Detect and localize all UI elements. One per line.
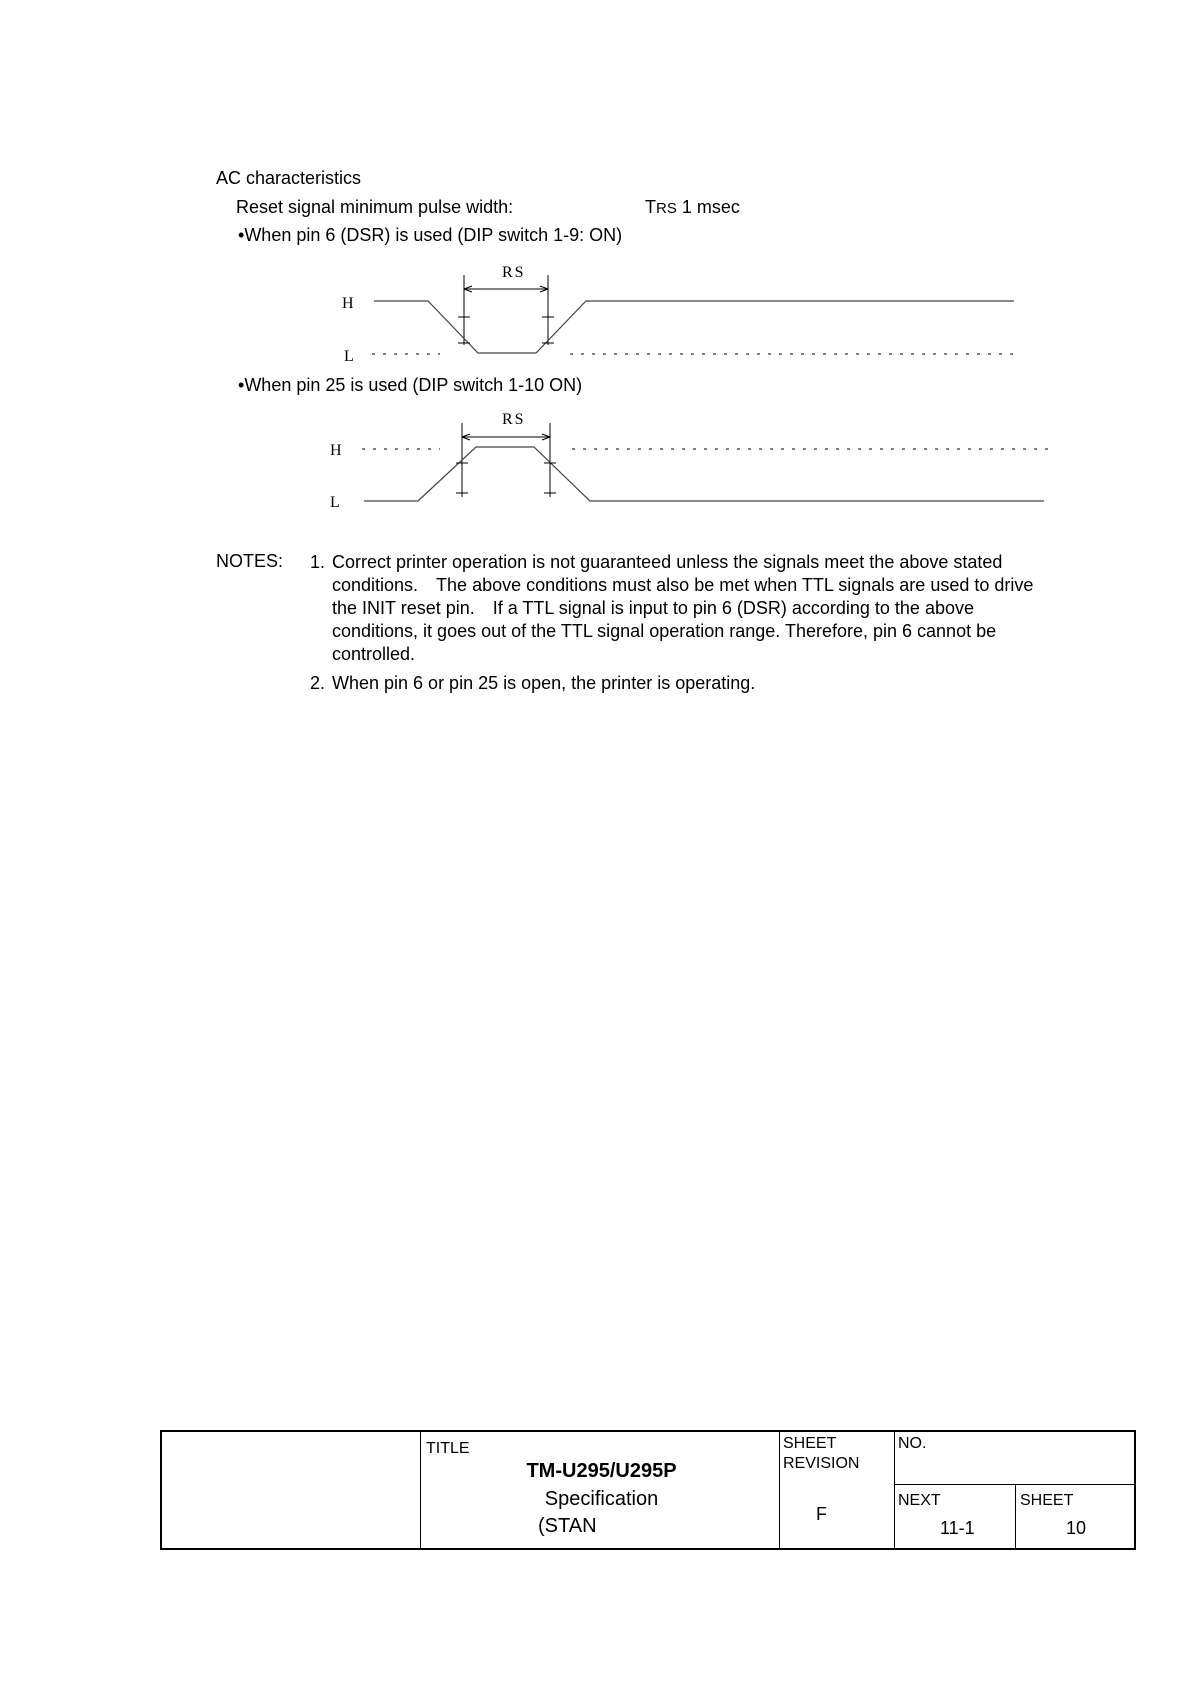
- doc-name: Specification: [544, 1488, 659, 1510]
- next-label: NEXT: [898, 1492, 941, 1509]
- bullet-icon: •: [238, 375, 245, 395]
- note-1-line: conditions. The above conditions must also be met when TTL signals are used to drive: [332, 575, 1034, 595]
- title-label: TITLE: [426, 1440, 470, 1457]
- level-h-label: H: [330, 442, 342, 459]
- note-1-line: conditions, it goes out of the TTL signal operation range. Therefore, pin 6 cannot be: [332, 621, 997, 641]
- note-1-line: controlled.: [332, 644, 416, 664]
- title-block: [160, 1430, 1136, 1550]
- sheet-revision-label-2: REVISION: [783, 1455, 860, 1472]
- diagram2-caption: •When pin 25 is used (DIP switch 1-10 ON): [238, 375, 583, 395]
- sheet-value: 10: [1066, 1518, 1087, 1538]
- note-1: [332, 551, 1033, 666]
- note-1-line: Correct printer operation is not guaranteed unless the signals meet the above stated: [332, 552, 1003, 572]
- diagram1-caption: •When pin 6 (DSR) is used (DIP switch 1-9: ON): [238, 225, 623, 245]
- note-1-line: the INIT reset pin. If a TTL signal is input to pin 6 (DSR) according to the above: [332, 598, 974, 618]
- note-2-line: When pin 6 or pin 25 is open, the printer is operating.: [332, 673, 756, 693]
- revision-value: F: [816, 1504, 827, 1524]
- section-heading: AC characteristics: [216, 168, 362, 188]
- rs-label: RS: [502, 411, 526, 428]
- doc-subtitle: (STAN: [538, 1515, 597, 1537]
- timing-diagram-pin6: [0, 255, 1190, 370]
- reset-value: 1 msec: [681, 197, 740, 217]
- note-1-number: 1.: [310, 552, 326, 572]
- sheet-label: SHEET: [1020, 1492, 1074, 1509]
- note-2-number: 2.: [310, 673, 326, 693]
- model-name: TM-U295/U295P: [526, 1460, 677, 1482]
- bullet-icon: •: [238, 225, 245, 245]
- signal-waveform: [374, 301, 1014, 353]
- rs-label: RS: [502, 264, 526, 281]
- level-h-label: H: [342, 295, 354, 312]
- reset-symbol-sub: RS: [656, 200, 677, 217]
- next-value: 11-1: [940, 1518, 975, 1538]
- level-l-label: L: [344, 348, 354, 365]
- note-2: [332, 672, 755, 695]
- notes-label: NOTES:: [216, 551, 284, 571]
- reset-pulse-value: [645, 197, 740, 218]
- reset-symbol: T: [645, 197, 656, 217]
- no-label: NO.: [898, 1435, 927, 1452]
- sheet-revision-label: SHEET: [783, 1435, 837, 1452]
- level-l-label: L: [330, 494, 340, 511]
- reset-pulse-label: Reset signal minimum pulse width:: [236, 197, 514, 217]
- timing-diagram-pin25: [0, 405, 1190, 520]
